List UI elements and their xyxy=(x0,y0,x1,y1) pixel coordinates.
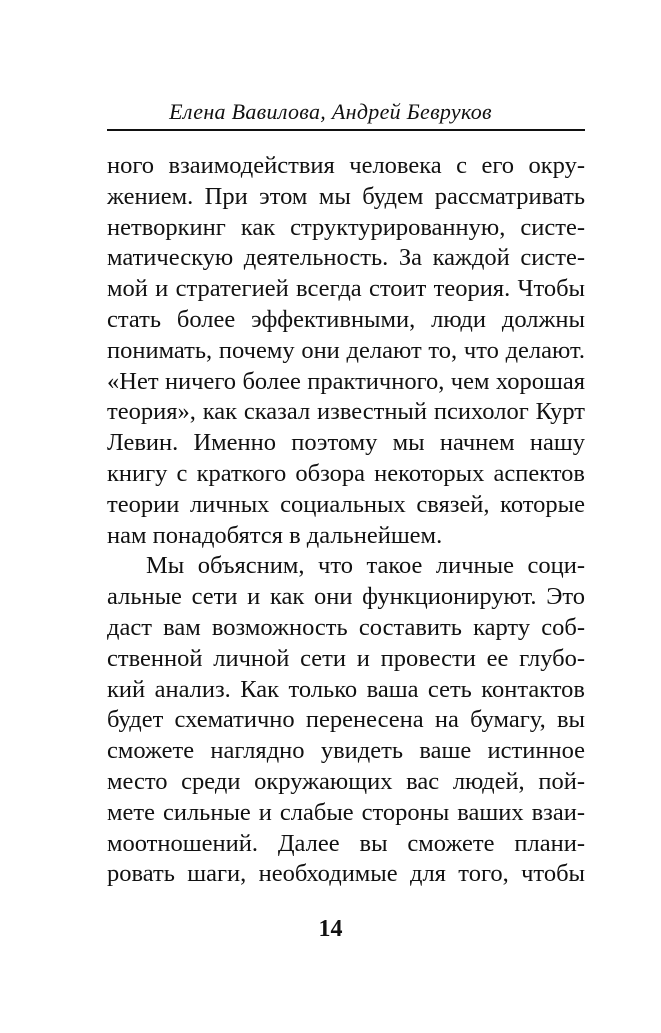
text-line: мете сильные и слабые стороны ваших взаи- xyxy=(107,798,585,826)
text-line: Левин. Именно поэтому мы начнем нашу xyxy=(107,429,585,457)
text-line: теории личных социальных связей, которые xyxy=(107,490,585,518)
paragraph-2 xyxy=(107,551,585,890)
running-head: Елена Вавилова, Андрей Бевруков xyxy=(169,99,492,124)
body-text xyxy=(107,151,585,890)
text-line: альные сети и как они функционируют. Это xyxy=(107,583,585,611)
text-line: жением. При этом мы будем рассматривать xyxy=(107,182,585,210)
text-line: матическую деятельность. За каждой систе- xyxy=(107,244,585,272)
page-number: 14 xyxy=(318,916,343,942)
text-line: «Нет ничего более практичного, чем хорошая xyxy=(107,367,585,395)
text-line: кий анализ. Как только ваша сеть контактов xyxy=(107,675,585,703)
text-line: место среди окружающих вас людей, пой- xyxy=(107,767,585,795)
text-line: даст вам возможность составить карту соб- xyxy=(107,613,585,641)
text-line: книгу с краткого обзора некоторых аспектов xyxy=(107,459,585,487)
text-line: понимать, почему они делают то, что делают. xyxy=(107,336,585,364)
text-line: теория», как сказал известный психолог Курт xyxy=(107,398,585,426)
text-line: сможете наглядно увидеть ваше истинное xyxy=(107,737,585,765)
text-line: ровать шаги, необходимые для того, чтобы xyxy=(107,860,585,888)
text-line: ного взаимодействия человека с его окру- xyxy=(107,152,585,179)
text-line: моотношений. Далее вы сможете плани- xyxy=(107,829,585,857)
text-line: будет схематично перенесена на бумагу, вы xyxy=(107,706,585,734)
text-line: Мы объясним, что такое личные соци- xyxy=(146,552,585,580)
paragraph-1 xyxy=(107,151,585,551)
text-line: ственной личной сети и провести ее глубо- xyxy=(107,644,585,672)
text-line: нетворкинг как структурированную, систе- xyxy=(107,213,585,241)
text-line: стать более эффективными, люди должны xyxy=(107,305,585,333)
text-line: нам понадобятся в дальнейшем. xyxy=(107,521,443,549)
text-line: мой и стратегией всегда стоит теория. Чтобы xyxy=(107,275,585,303)
header-rule xyxy=(107,129,585,131)
